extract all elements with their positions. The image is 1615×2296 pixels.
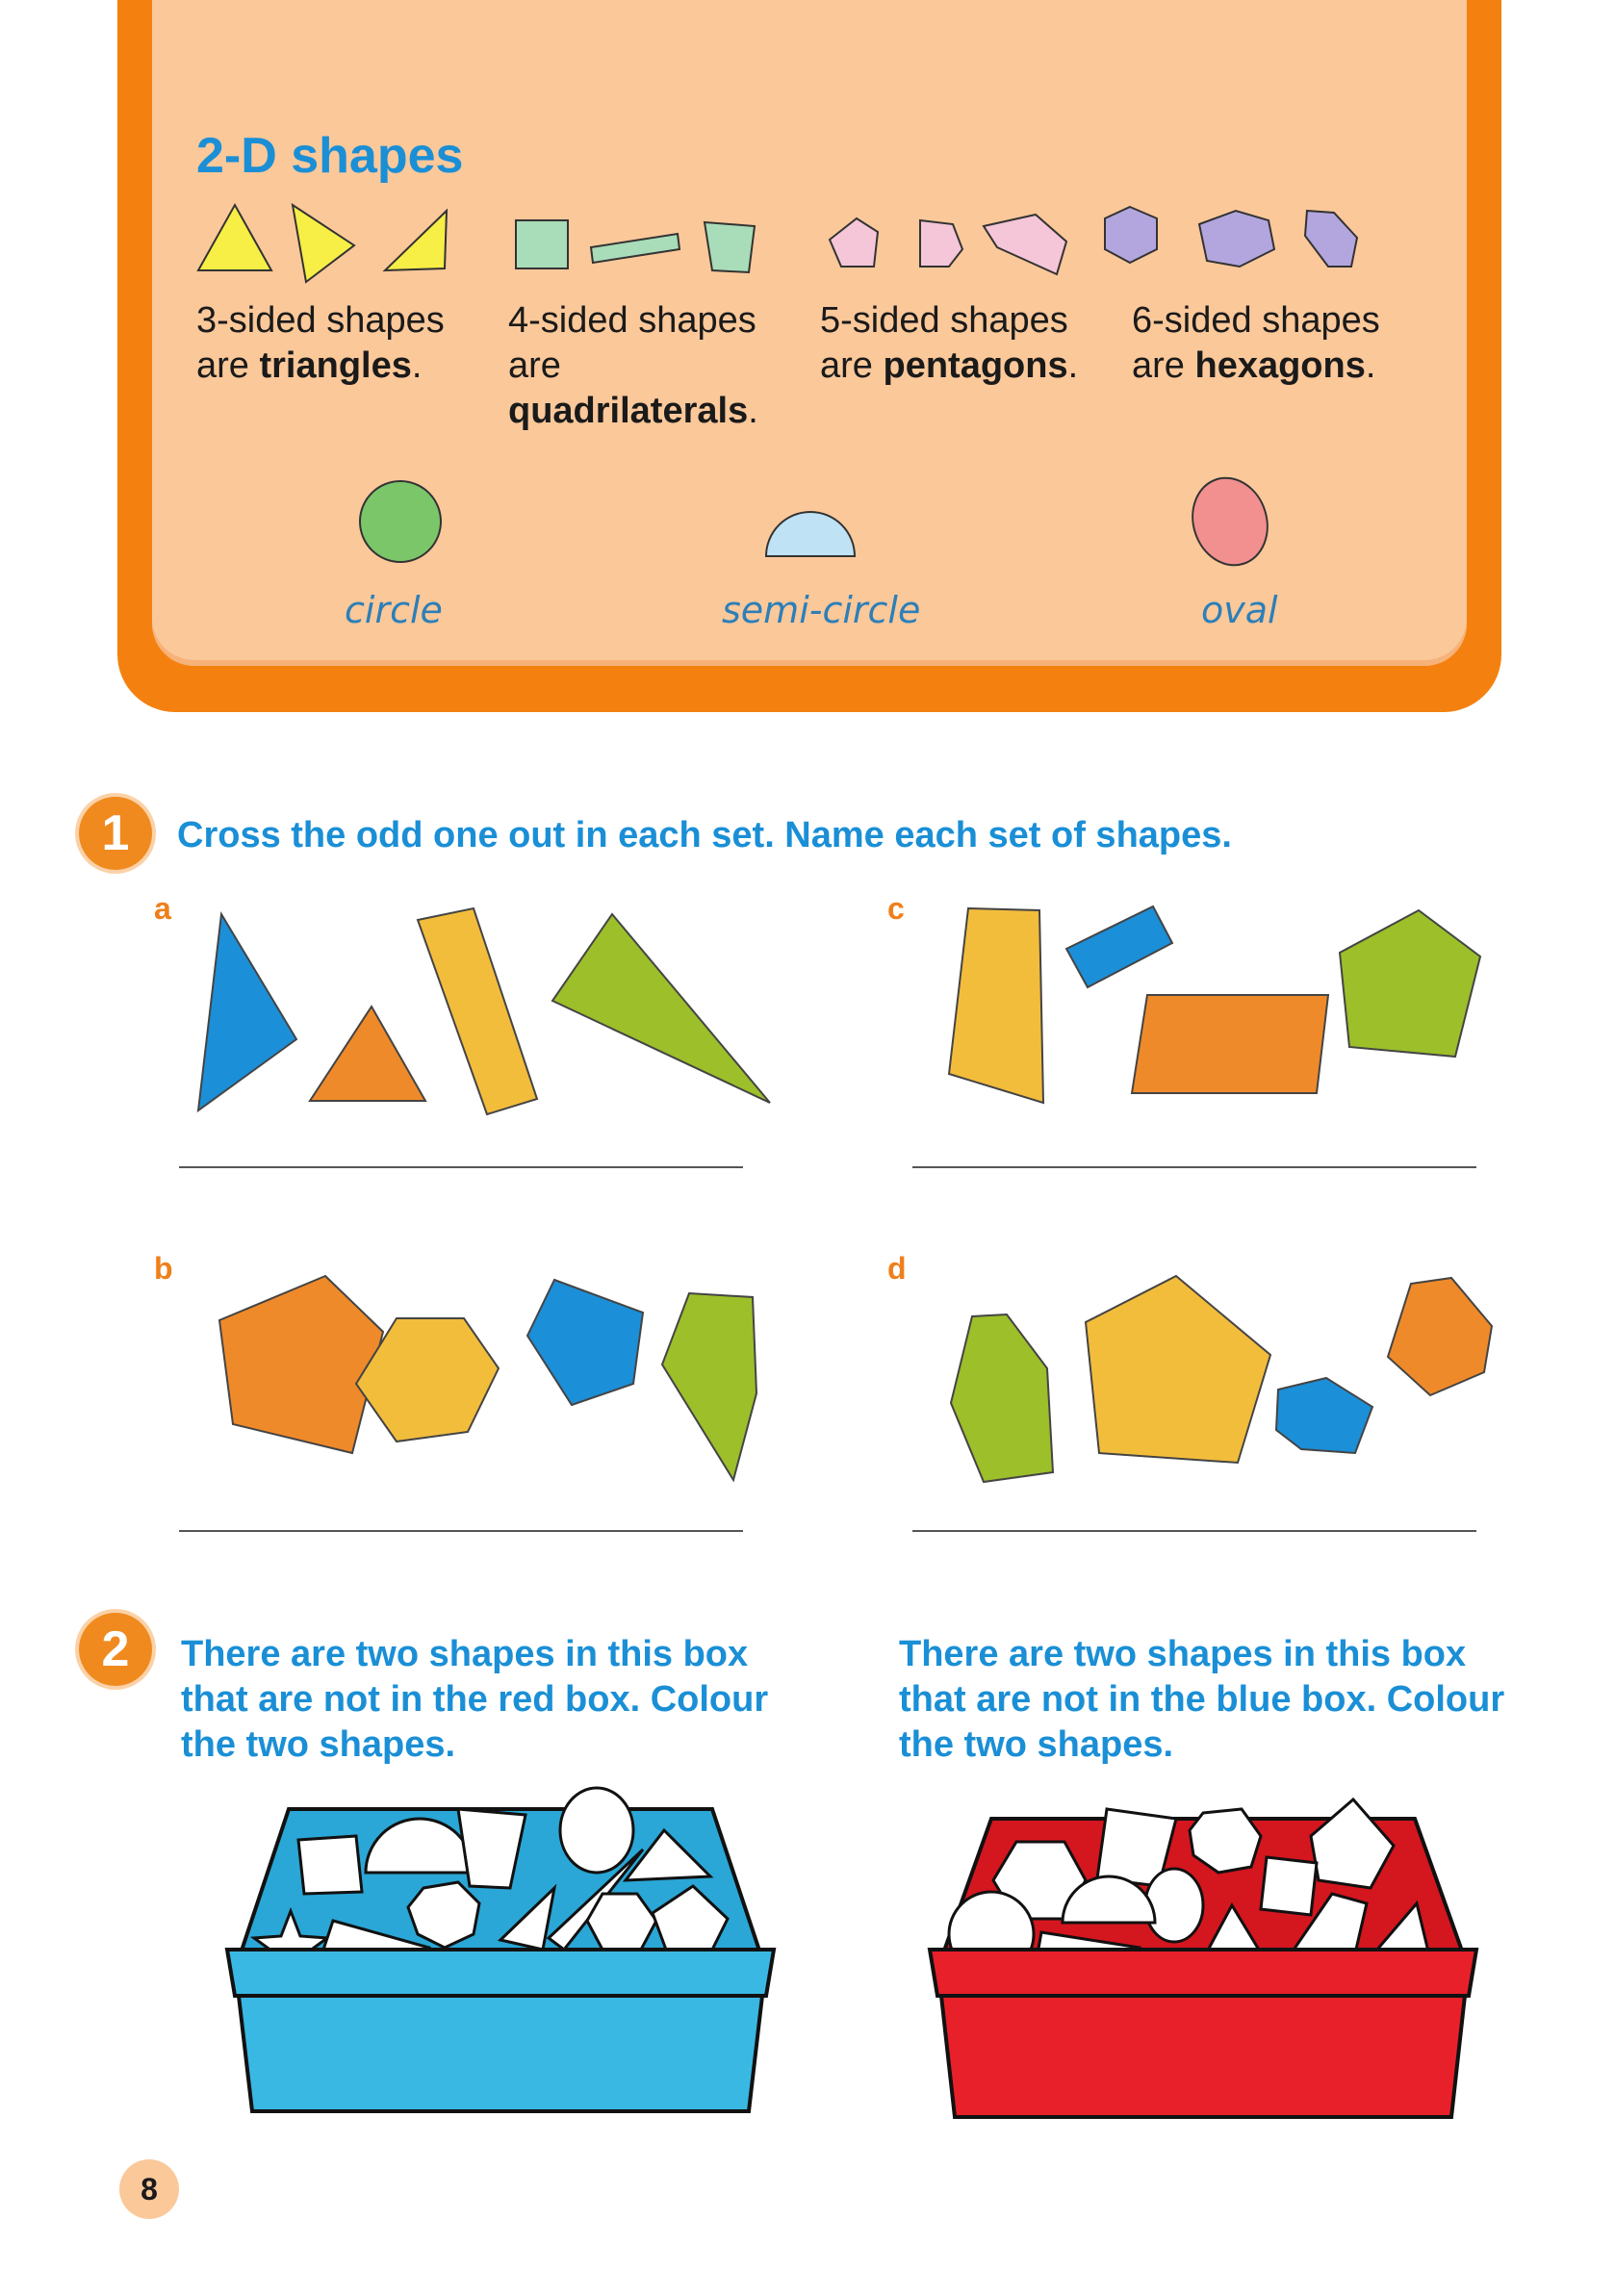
oval-shape <box>1182 472 1279 574</box>
caption-quadrilaterals: 4-sided shapes are quadrilaterals. <box>508 300 758 431</box>
caption-pentagons: 5-sided shapes are pentagons. <box>820 300 1079 386</box>
quadrilateral-icon <box>705 222 755 272</box>
square-shape <box>1261 1857 1317 1915</box>
pentagon-shape <box>219 1276 383 1453</box>
triangle-icon <box>293 205 354 282</box>
triangle-shape <box>198 914 296 1110</box>
quadrilateral-icon <box>516 220 568 268</box>
hexagon-icon <box>1305 211 1357 267</box>
shape-set-b[interactable] <box>183 1261 799 1492</box>
hexagon-shape <box>1276 1378 1372 1453</box>
answer-line-c[interactable] <box>912 1166 1476 1168</box>
question-1-badge: 1 <box>79 797 152 870</box>
oval-shape <box>560 1788 633 1873</box>
shape-set-c[interactable] <box>934 895 1511 1126</box>
shape-set-a[interactable] <box>183 895 799 1126</box>
set-label-b: b <box>154 1251 173 1286</box>
circle-shape <box>360 481 441 562</box>
answer-line-d[interactable] <box>912 1530 1476 1532</box>
hexagon-examples <box>1105 207 1357 267</box>
quadrilateral-shape <box>662 1293 756 1480</box>
quadrilateral-examples <box>516 220 755 272</box>
caption-triangles: 3-sided shapes are triangles. <box>196 300 445 386</box>
triangle-shape <box>310 1007 425 1101</box>
pentagon-icon <box>984 215 1066 274</box>
pentagon-examples <box>830 215 1066 274</box>
label-semi-circle: semi-circle <box>722 589 921 631</box>
square-shape <box>298 1836 362 1894</box>
hexagon-icon <box>1105 207 1157 263</box>
triangle-shape <box>552 914 770 1103</box>
set-label-c: c <box>887 891 905 926</box>
label-oval: oval <box>1201 589 1278 631</box>
pentagon-icon <box>830 218 878 267</box>
set-label-d: d <box>887 1251 907 1286</box>
polygon-examples <box>192 197 1444 293</box>
oval-shape <box>1145 1869 1203 1942</box>
hexagon-icon <box>1199 211 1274 267</box>
hexagon-shape <box>951 1314 1053 1482</box>
pentagon-icon <box>920 220 962 267</box>
pentagon-shape <box>1340 910 1480 1057</box>
answer-line-b[interactable] <box>179 1530 743 1532</box>
pentagon-shape <box>527 1280 643 1405</box>
red-box[interactable] <box>924 1780 1482 2127</box>
page-number: 8 <box>119 2159 179 2219</box>
rectangle-shape <box>1066 906 1172 987</box>
pentagon-shape <box>1086 1276 1270 1463</box>
hexagon-shape <box>1388 1278 1492 1395</box>
quadrilateral-icon <box>591 234 679 263</box>
question-2-right-text: There are two shapes in this box that are not in the blue box. Colour the two shapes. <box>899 1634 1505 1765</box>
answer-line-a[interactable] <box>179 1166 743 1168</box>
semi-circle-shape <box>766 512 855 556</box>
caption-hexagons: 6-sided shapes are hexagons. <box>1132 300 1380 386</box>
parallelogram-shape <box>1132 995 1328 1093</box>
triangle-examples <box>198 205 447 282</box>
shape-set-d[interactable] <box>934 1261 1511 1492</box>
triangle-icon <box>385 211 447 270</box>
question-2-badge: 2 <box>79 1613 152 1686</box>
set-label-a: a <box>154 891 171 926</box>
curved-shapes <box>346 472 1290 577</box>
blue-box[interactable] <box>221 1780 780 2127</box>
label-circle: circle <box>345 589 443 631</box>
rectangle-shape <box>418 908 537 1114</box>
triangle-icon <box>198 205 271 270</box>
quadrilateral-shape <box>949 908 1043 1103</box>
question-1-instruction: Cross the odd one out in each set. Name each set of shapes. <box>177 815 1232 855</box>
panel-title: 2-D shapes <box>196 128 464 184</box>
question-2-left-text: There are two shapes in this box that are not in the red box. Colour the two shapes. <box>181 1634 769 1765</box>
